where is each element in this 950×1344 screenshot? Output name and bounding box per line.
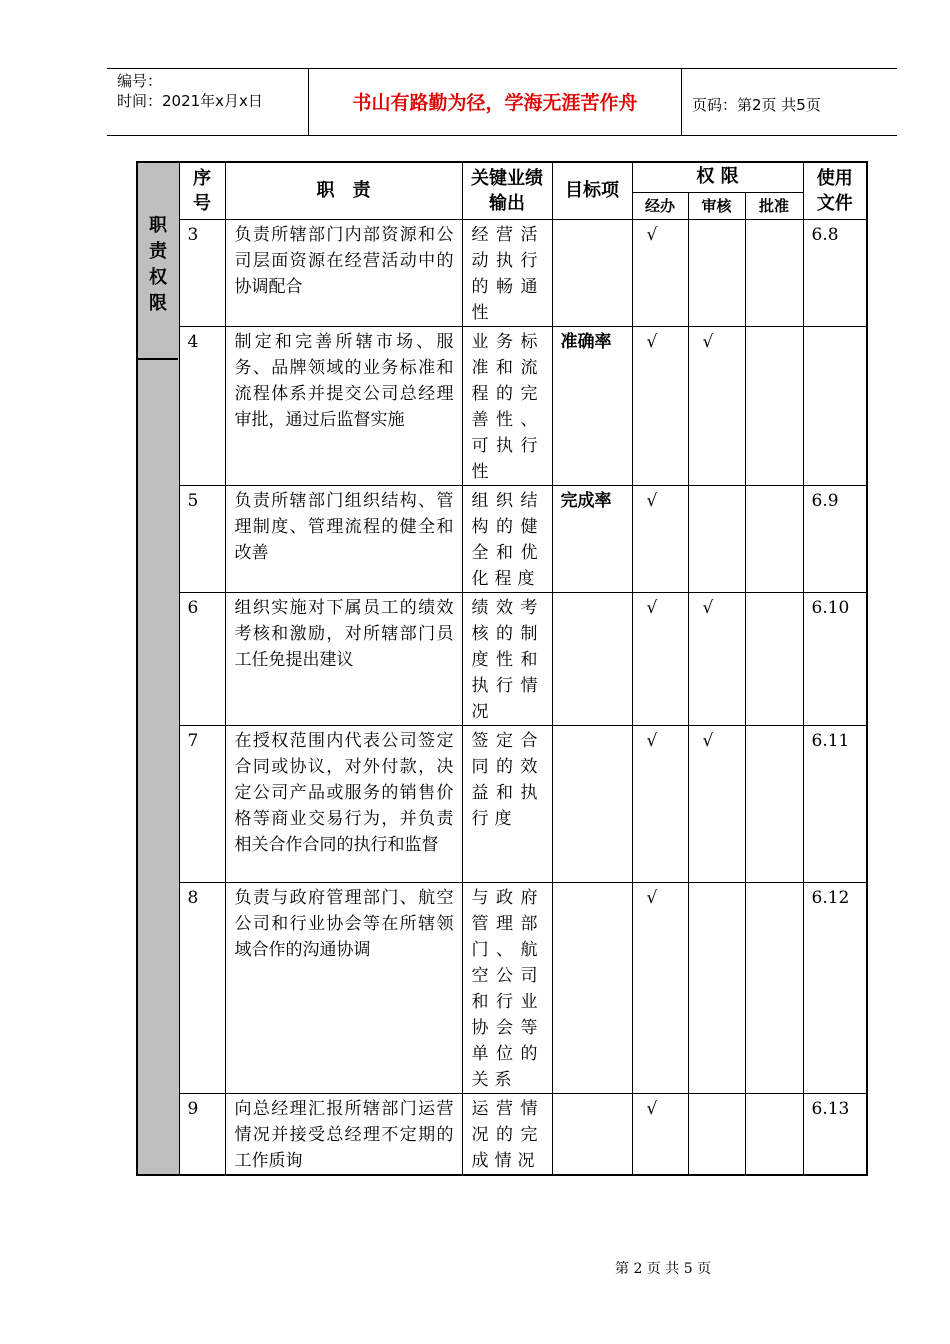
row-handle: √	[632, 485, 688, 592]
row-review: √	[688, 592, 745, 725]
side-column	[137, 162, 179, 1175]
row-duty: 向总经理汇报所辖部门运营情况并接受总经理不定期的工作质询	[225, 1093, 462, 1175]
row-review	[688, 882, 745, 1093]
table-row	[137, 592, 867, 725]
row-target: 完成率	[552, 485, 632, 592]
row-output: 业务标准和流程的完善性、可执行性	[462, 326, 552, 485]
row-output: 绩效考核的制度性和执行情况	[462, 592, 552, 725]
row-target: 准确率	[552, 326, 632, 485]
row-review	[688, 1093, 745, 1175]
doc-number-label: 编号：	[117, 72, 163, 90]
row-target	[552, 592, 632, 725]
row-approve	[745, 725, 803, 882]
table-row	[137, 485, 867, 592]
row-review: √	[688, 326, 745, 485]
footer-page-number: 第 2 页 共 5 页	[615, 1261, 712, 1277]
row-review	[688, 485, 745, 592]
table-row	[137, 882, 867, 1093]
header-authority: 权 限	[632, 162, 803, 192]
row-doc: 6.8	[803, 219, 867, 326]
header-auth-approve: 批准	[745, 192, 803, 219]
row-approve	[745, 326, 803, 485]
row-no: 7	[179, 725, 225, 882]
row-no: 4	[179, 326, 225, 485]
row-duty: 在授权范围内代表公司签定合同或协议，对外付款，决定公司产品或服务的销售价格等商业交易行为，并负责相关合作合同的执行和监督	[225, 725, 462, 882]
header-doc-text: 使用文件	[816, 167, 853, 214]
header-motto: 书山有路勤为径，学海无涯苦作舟	[352, 92, 638, 114]
header-divider-left	[308, 69, 309, 135]
row-output: 经营活动执行的畅通性	[462, 219, 552, 326]
header-auth-review: 审核	[688, 192, 745, 219]
header-output-text: 关键业绩输出	[471, 167, 543, 214]
header-page-info: 页码：第2页 共5页	[692, 96, 821, 114]
side-char: 职	[149, 215, 167, 236]
row-output: 签定合同的效益和执行度	[462, 725, 552, 882]
row-duty: 负责所辖部门内部资源和公司层面资源在经营活动中的协调配合	[225, 219, 462, 326]
side-label	[138, 163, 178, 360]
table-row	[137, 326, 867, 485]
row-handle: √	[632, 1093, 688, 1175]
table-row	[137, 1093, 867, 1175]
row-no: 5	[179, 485, 225, 592]
row-target	[552, 882, 632, 1093]
header-duty: 职 责	[225, 162, 462, 219]
row-duty: 负责所辖部门组织结构、管理制度、管理流程的健全和改善	[225, 485, 462, 592]
header-auth-handle: 经办	[632, 192, 688, 219]
row-output: 运营情况的完成情况	[462, 1093, 552, 1175]
row-approve	[745, 485, 803, 592]
doc-time-label: 时间：2021年x月x日	[117, 92, 263, 110]
header-doc	[803, 162, 867, 219]
row-review	[688, 219, 745, 326]
row-no: 9	[179, 1093, 225, 1175]
row-approve	[745, 882, 803, 1093]
row-target	[552, 219, 632, 326]
row-doc	[803, 326, 867, 485]
row-output: 组织结构的健全和优化程度	[462, 485, 552, 592]
row-handle: √	[632, 219, 688, 326]
row-output: 与政府管理部门、航空公司和行业协会等单位的关系	[462, 882, 552, 1093]
header-target: 目标项	[552, 162, 632, 219]
side-char: 责	[149, 241, 167, 262]
row-duty: 制定和完善所辖市场、服务、品牌领域的业务标准和流程体系并提交公司总经理审批，通过后监督实施	[225, 326, 462, 485]
table-row	[137, 725, 867, 882]
row-doc: 6.9	[803, 485, 867, 592]
row-handle: √	[632, 725, 688, 882]
header-no-text: 序号	[193, 167, 211, 214]
row-no: 6	[179, 592, 225, 725]
side-char: 权	[149, 267, 167, 288]
header-no	[179, 162, 225, 219]
row-doc: 6.10	[803, 592, 867, 725]
row-approve	[745, 219, 803, 326]
row-handle: √	[632, 592, 688, 725]
row-doc: 6.12	[803, 882, 867, 1093]
row-doc: 6.11	[803, 725, 867, 882]
row-handle: √	[632, 882, 688, 1093]
row-handle: √	[632, 326, 688, 485]
header-bottom-rule	[107, 135, 897, 136]
side-char: 限	[149, 293, 167, 314]
row-target	[552, 1093, 632, 1175]
responsibility-table	[136, 161, 868, 1176]
row-approve	[745, 1093, 803, 1175]
row-review: √	[688, 725, 745, 882]
header-output	[462, 162, 552, 219]
row-duty: 组织实施对下属员工的绩效考核和激励，对所辖部门员工任免提出建议	[225, 592, 462, 725]
table-row	[137, 219, 867, 326]
row-approve	[745, 592, 803, 725]
row-no: 8	[179, 882, 225, 1093]
header-divider-right	[681, 69, 682, 135]
row-duty: 负责与政府管理部门、航空公司和行业协会等在所辖领域合作的沟通协调	[225, 882, 462, 1093]
row-target	[552, 725, 632, 882]
row-doc: 6.13	[803, 1093, 867, 1175]
header-top-rule	[107, 68, 897, 69]
row-no: 3	[179, 219, 225, 326]
